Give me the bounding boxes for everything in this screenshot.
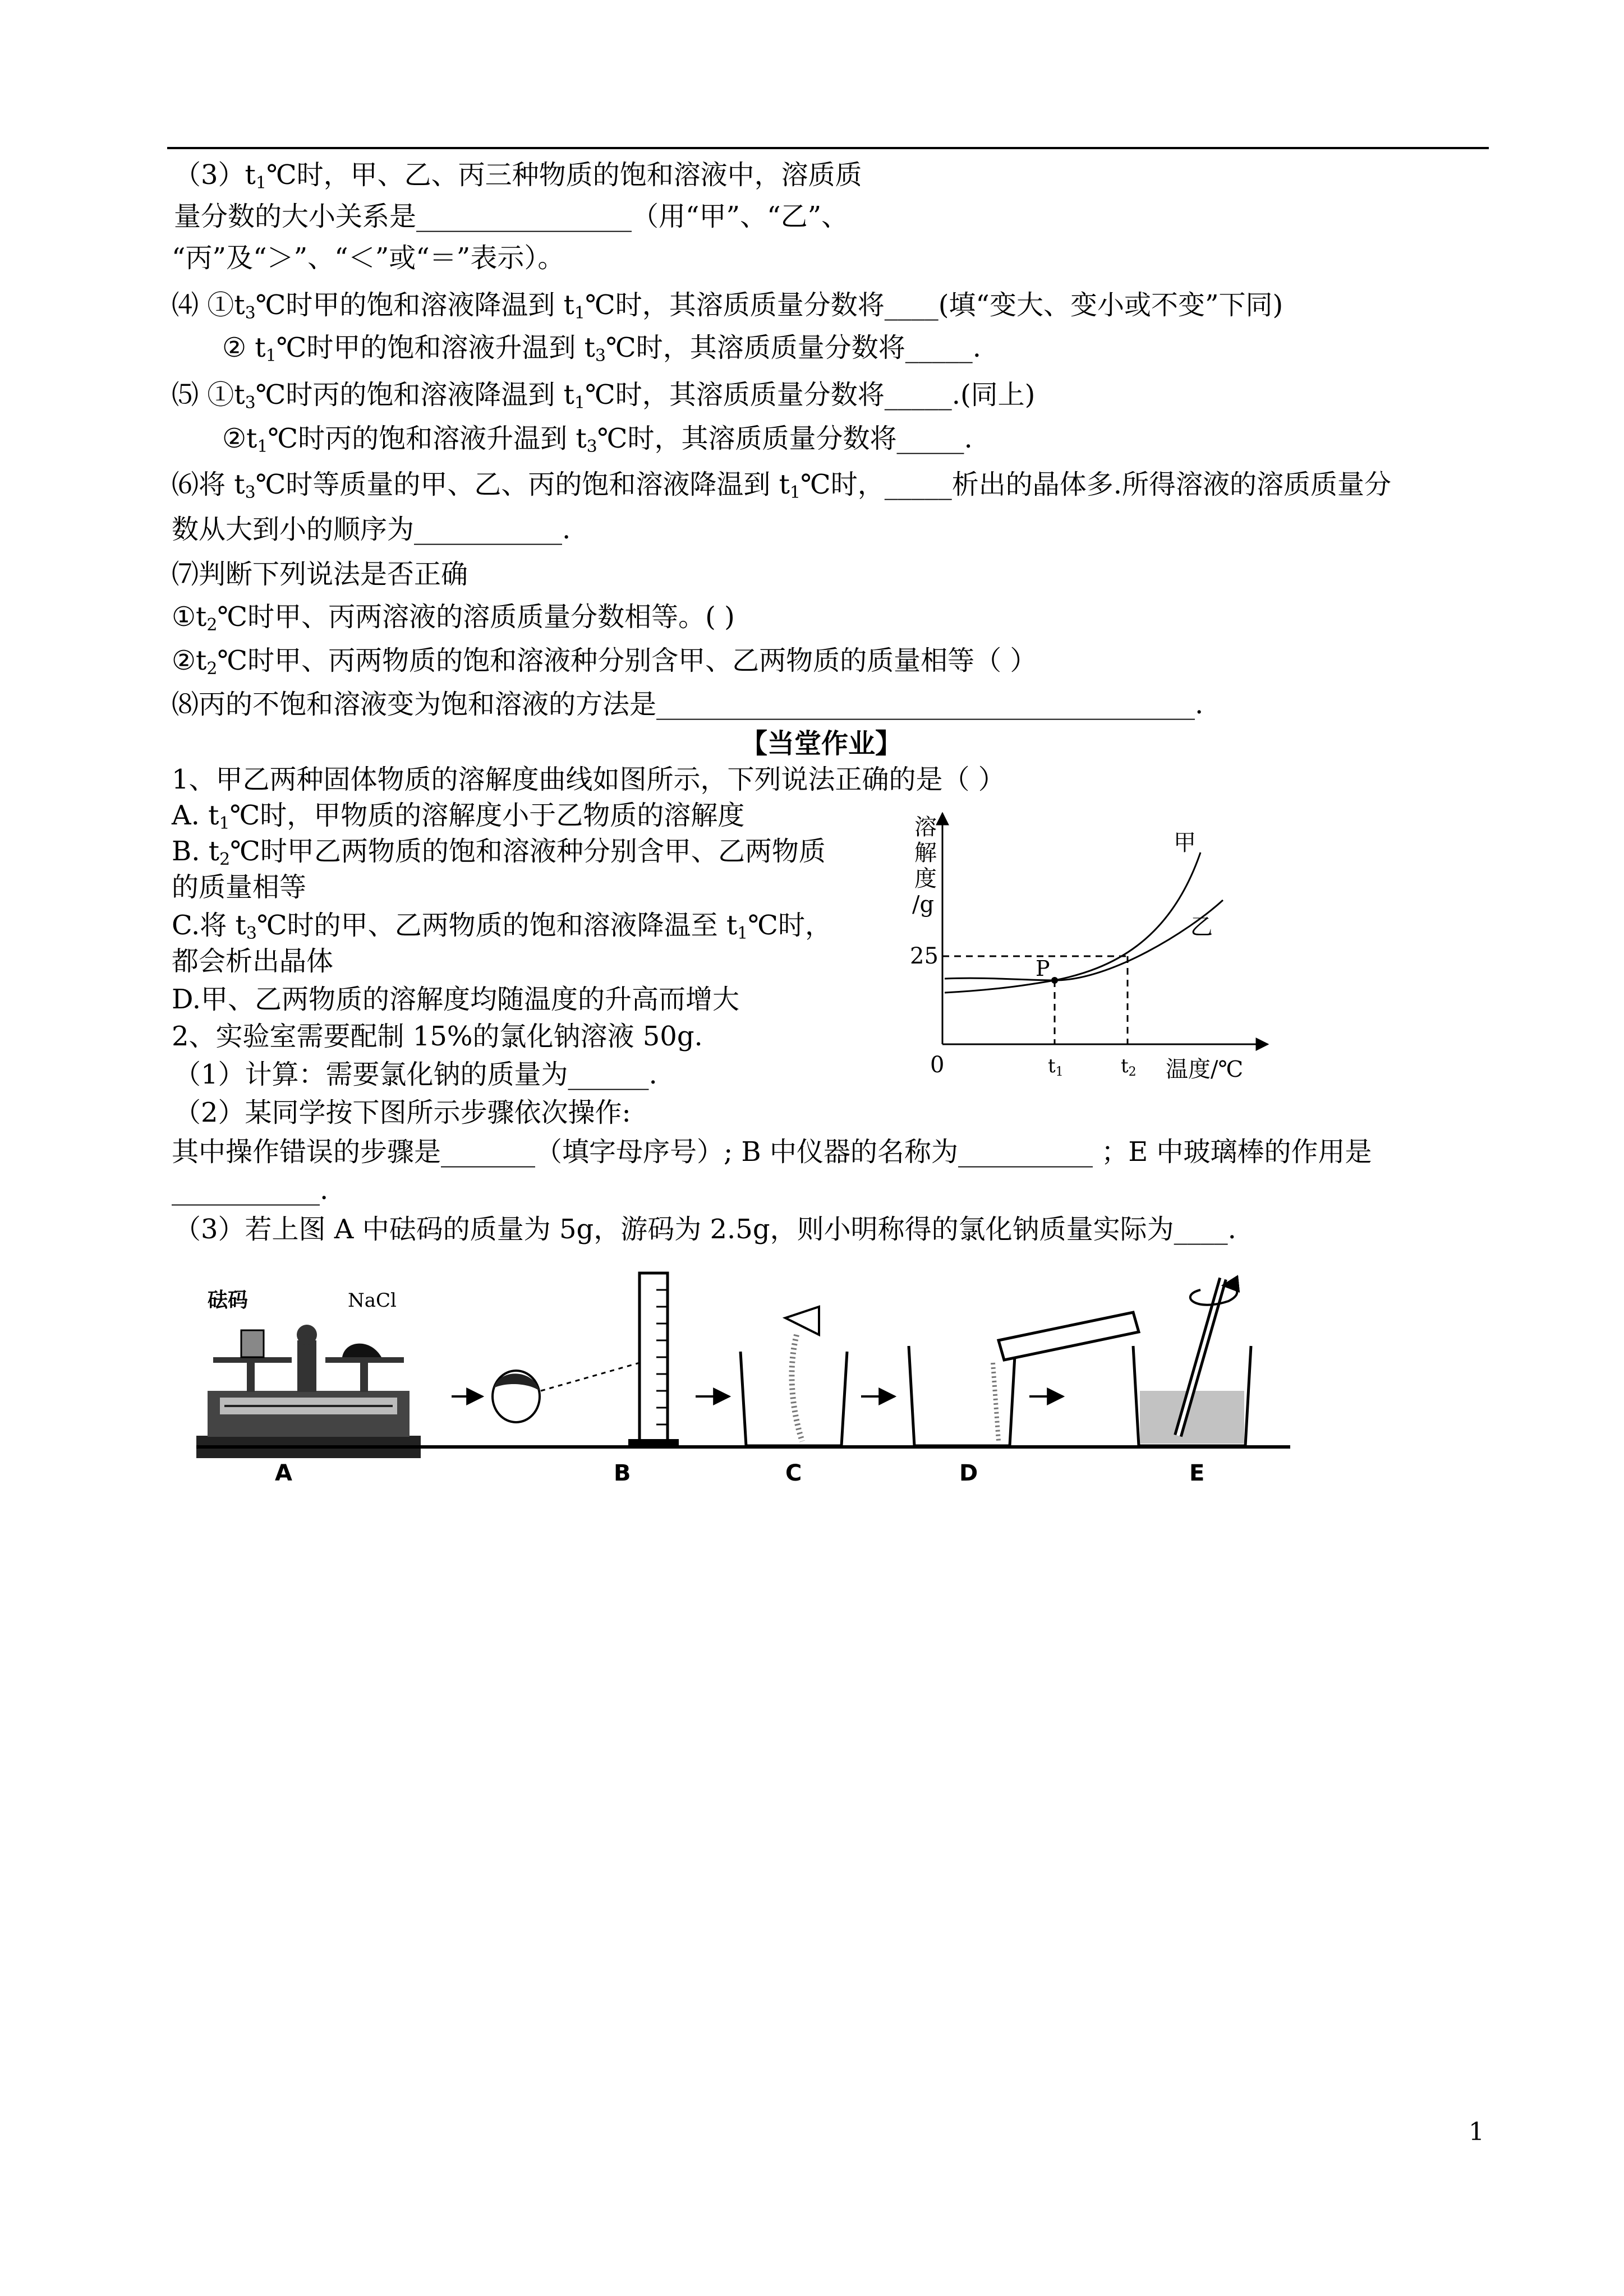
solubility-chart <box>875 802 1279 1094</box>
hw-q2-part2: （2）某同学按下图所示步骤依次操作: <box>174 1097 631 1128</box>
x-tick-t1: t1 <box>1048 1055 1064 1079</box>
q4-line2: ② $t_1℃$时甲的饱和溶液升温到 $t_3℃$时，其溶质质量分数将_____. <box>222 332 981 366</box>
hw-q2-part1: （1）计算：需要氯化钠的质量为______. <box>174 1059 657 1090</box>
beaker-stirring <box>1133 1279 1251 1446</box>
point-p <box>1051 977 1058 984</box>
series-label-yi: 乙 <box>1190 914 1213 940</box>
hw-q1-option-d: D.甲、乙两物质的溶解度均随温度的升高而增大 <box>172 984 740 1015</box>
y-label-3: 度 <box>914 866 937 892</box>
hw-q1-option-a: A. $t_1℃$时，甲物质的溶解度小于乙物质的溶解度 <box>172 800 745 833</box>
q5-line2: $②t_1℃$时丙的饱和溶液升温到 $t_3℃$时，其溶质质量分数将_____. <box>222 423 973 457</box>
hw-q1-option-c: C.将 $t_3℃$时的甲、乙两物质的饱和溶液降温至 $t_1℃$时， <box>172 910 832 943</box>
step-label-d: D <box>959 1460 978 1486</box>
hw-q1-option-c-cont: 都会析出晶体 <box>172 946 334 977</box>
series-label-jia: 甲 <box>1174 830 1196 856</box>
q5-line1: ⑸ $①t_3℃$时丙的饱和溶液降温到 $t_1℃$时，其溶质质量分数将_____.(同上) <box>172 379 1036 413</box>
header-rule <box>167 147 1489 149</box>
q7-item2: $②t_2℃$时甲、丙两物质的饱和溶液种分别含甲、乙两物质的质量相等（ ） <box>172 645 1037 679</box>
hw-q1-option-b-cont: 的质量相等 <box>172 872 307 903</box>
step-label-c: C <box>785 1460 802 1486</box>
hw-q1: 1、甲乙两种固体物质的溶解度曲线如图所示，下列说法正确的是（ ） <box>172 764 1005 795</box>
weight-label: 砝码 <box>208 1289 249 1312</box>
q7-item1: $①t_2℃$时甲、丙两溶液的溶质质量分数相等。( ) <box>172 601 735 635</box>
balance-scale <box>196 1325 421 1458</box>
y-tick-25: 25 <box>910 943 938 969</box>
apparatus-svg <box>191 1267 1301 1492</box>
beaker-with-cylinder <box>909 1312 1139 1446</box>
section-heading: 【当堂作业】 <box>740 728 903 759</box>
hw-q2-part2-line3: ___________. <box>172 1174 329 1206</box>
y-label-1: 溶 <box>914 814 937 840</box>
lab-apparatus-figure <box>191 1267 1301 1492</box>
hw-q1-option-b: B. $t_2℃$时甲乙两物质的饱和溶液种分别含甲、乙两物质 <box>172 836 826 869</box>
q3-line3: “丙”及“＞”、“＜”或“＝”表示）。 <box>172 242 565 274</box>
hw-q2-part2-line2: 其中操作错误的步骤是_______（填字母序号）; B 中仪器的名称为__________ ；E 中玻璃棒的作用是 <box>172 1136 1372 1168</box>
step-label-a: A <box>275 1460 292 1486</box>
curve-yi <box>945 900 1223 980</box>
solubility-chart-svg <box>875 802 1279 1094</box>
x-tick-t2: t2 <box>1121 1055 1137 1079</box>
beaker-pouring <box>740 1307 847 1446</box>
q4-line1: ⑷ $①t_3℃$时甲的饱和溶液降温到 $t_1℃$时，其溶质质量分数将____(填“变大、变小或不变”下同) <box>172 289 1283 323</box>
graduated-cylinder <box>628 1273 679 1447</box>
page-number: 1 <box>1469 2118 1484 2146</box>
step-label-b: B <box>614 1460 631 1486</box>
step-label-e: E <box>1189 1460 1205 1486</box>
y-label-2: 解 <box>914 840 937 866</box>
hw-q2: 2、实验室需要配制 15%的氯化钠溶液 50g. <box>172 1021 703 1052</box>
hw-q2-part3: （3）若上图 A 中砝码的质量为 5g，游码为 2.5g，则小明称得的氯化钠质量实际为____. <box>174 1214 1236 1245</box>
salt-label: NaCl <box>348 1289 397 1312</box>
q8-line: ⑻丙的不饱和溶液变为饱和溶液的方法是________________________________________. <box>172 689 1204 720</box>
y-label-4: /g <box>912 892 935 918</box>
q7-line1: ⑺判断下列说法是否正确 <box>172 559 468 590</box>
q3-line1: $(3)t_1℃$时，甲、乙、丙三种物质的饱和溶液中，溶质质 <box>174 159 862 193</box>
curve-jia <box>945 852 1200 993</box>
origin-label: 0 <box>930 1052 945 1078</box>
x-axis-label: 温度/℃ <box>1166 1057 1244 1082</box>
person-head-icon <box>493 1363 640 1422</box>
q3-line2: 量分数的大小关系是________________（用“甲”、“乙”、 <box>174 201 849 232</box>
q6-line2: 数从大到小的顺序为___________. <box>172 514 571 545</box>
q6-line1: ⑹将 $t_3℃$时等质量的甲、乙、丙的饱和溶液降温到 $t_1℃$时，_____析出的晶体多.所得溶液的溶质质量分 <box>172 469 1391 502</box>
point-p-label: P <box>1036 956 1050 981</box>
